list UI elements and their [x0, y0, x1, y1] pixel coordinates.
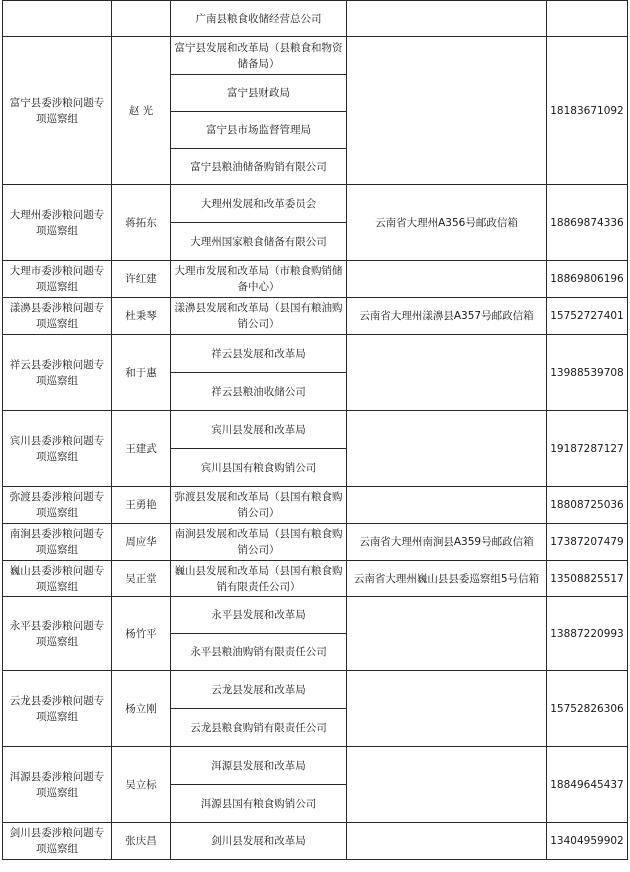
table-row: [3, 335, 628, 373]
phone-cell: 18849645437: [547, 747, 628, 823]
mailbox-cell: 云南省大理州巍山县县委巡察组5号信箱: [347, 561, 547, 597]
table-row: [3, 487, 628, 524]
group-name-cell: 祥云县委涉粮问题专项巡察组: [3, 335, 112, 411]
mailbox-cell: 云南省大理州南涧县A359号邮政信箱: [347, 524, 547, 561]
unit-cell: 大理市发展和改革局（市粮食购销储备中心）: [171, 261, 347, 298]
unit-cell: 祥云县粮油收储公司: [171, 373, 347, 411]
mailbox-cell: [347, 1, 547, 37]
phone-cell: 13988539708: [547, 335, 628, 411]
table-row: [3, 298, 628, 335]
unit-cell: 南涧县发展和改革局（县国有粮食购销公司）: [171, 524, 347, 561]
phone-cell: 18183671092: [547, 37, 628, 185]
mailbox-cell: [347, 411, 547, 487]
table-body: [3, 1, 628, 860]
group-name-cell: 大理州委涉粮问题专项巡察组: [3, 185, 112, 261]
group-name-cell: 富宁县委涉粮问题专项巡察组: [3, 37, 112, 185]
unit-cell: 大理州发展和改革委员会: [171, 185, 347, 223]
table-wrapper: [2, 0, 628, 860]
unit-cell: 云龙县粮食购销有限责任公司: [171, 709, 347, 747]
mailbox-cell: 云南省大理州漾濞县A357号邮政信箱: [347, 298, 547, 335]
group-name-cell: 漾濞县委涉粮问题专项巡察组: [3, 298, 112, 335]
group-name-cell: 剑川县委涉粮问题专项巡察组: [3, 823, 112, 860]
group-name-cell: 弥渡县委涉粮问题专项巡察组: [3, 487, 112, 524]
phone-cell: 15752727401: [547, 298, 628, 335]
phone-cell: 17387207479: [547, 524, 628, 561]
unit-cell: 富宁县粮油储备购销有限公司: [171, 149, 347, 185]
table-row: [3, 561, 628, 597]
unit-cell: 宾川县发展和改革局: [171, 411, 347, 449]
leader-cell: 杜秉琴: [112, 298, 171, 335]
leader-cell: 王建武: [112, 411, 171, 487]
phone-cell: 18869874336: [547, 185, 628, 261]
table-row: [3, 1, 628, 37]
leader-cell: 许红建: [112, 261, 171, 298]
unit-cell: 洱源县发展和改革局: [171, 747, 347, 785]
unit-cell: 永平县发展和改革局: [171, 597, 347, 634]
group-name-cell: 宾川县委涉粮问题专项巡察组: [3, 411, 112, 487]
unit-cell: 广南县粮食收储经营总公司: [171, 1, 347, 37]
table-row: [3, 823, 628, 860]
table-row: [3, 261, 628, 298]
table-row: [3, 597, 628, 634]
leader-cell: 吴立标: [112, 747, 171, 823]
unit-cell: 祥云县发展和改革局: [171, 335, 347, 373]
leader-cell: 杨立刚: [112, 671, 171, 747]
unit-cell: 富宁县市场监督管理局: [171, 112, 347, 149]
phone-cell: 18808725036: [547, 487, 628, 524]
leader-cell: 蒋拓东: [112, 185, 171, 261]
unit-cell: 巍山县发展和改革局（县国有粮食购销有限责任公司）: [171, 561, 347, 597]
mailbox-cell: 云南省大理州A356号邮政信箱: [347, 185, 547, 261]
leader-cell: 和于惠: [112, 335, 171, 411]
unit-cell: 富宁县发展和改革局（县粮食和物资储备局）: [171, 37, 347, 75]
group-name-cell: [3, 1, 112, 37]
table-row: [3, 524, 628, 561]
leader-cell: 王勇艳: [112, 487, 171, 524]
phone-cell: [547, 1, 628, 37]
phone-cell: 19187287127: [547, 411, 628, 487]
leader-cell: [112, 1, 171, 37]
leader-cell: 吴正堂: [112, 561, 171, 597]
unit-cell: 云龙县发展和改革局: [171, 671, 347, 709]
mailbox-cell: [347, 37, 547, 185]
phone-cell: 15752826306: [547, 671, 628, 747]
unit-cell: 弥渡县发展和改革局（县国有粮食购销公司）: [171, 487, 347, 524]
phone-cell: 13887220993: [547, 597, 628, 671]
unit-cell: 洱源县国有粮食购销公司: [171, 785, 347, 823]
leader-cell: 张庆昌: [112, 823, 171, 860]
table-row: [3, 671, 628, 709]
phone-cell: 13508825517: [547, 561, 628, 597]
unit-cell: 大理州国家粮食储备有限公司: [171, 223, 347, 261]
leader-cell: 周应华: [112, 524, 171, 561]
leader-cell: 杨竹平: [112, 597, 171, 671]
mailbox-cell: [347, 487, 547, 524]
group-name-cell: 巍山县委涉粮问题专项巡察组: [3, 561, 112, 597]
inspection-groups-table: [2, 0, 628, 860]
group-name-cell: 南涧县委涉粮问题专项巡察组: [3, 524, 112, 561]
unit-cell: 永平县粮油购销有限责任公司: [171, 634, 347, 671]
table-row: [3, 747, 628, 785]
group-name-cell: 大理市委涉粮问题专项巡察组: [3, 261, 112, 298]
table-row: [3, 185, 628, 223]
mailbox-cell: [347, 823, 547, 860]
mailbox-cell: [347, 597, 547, 671]
mailbox-cell: [347, 261, 547, 298]
mailbox-cell: [347, 671, 547, 747]
unit-cell: 剑川县发展和改革局: [171, 823, 347, 860]
phone-cell: 18869806196: [547, 261, 628, 298]
group-name-cell: 洱源县委涉粮问题专项巡察组: [3, 747, 112, 823]
group-name-cell: 云龙县委涉粮问题专项巡察组: [3, 671, 112, 747]
mailbox-cell: [347, 747, 547, 823]
table-row: [3, 37, 628, 75]
mailbox-cell: [347, 335, 547, 411]
unit-cell: 宾川县国有粮食购销公司: [171, 449, 347, 487]
unit-cell: 漾濞县发展和改革局（县国有粮油购销公司）: [171, 298, 347, 335]
table-row: [3, 411, 628, 449]
leader-cell: 赵 光: [112, 37, 171, 185]
group-name-cell: 永平县委涉粮问题专项巡察组: [3, 597, 112, 671]
unit-cell: 富宁县财政局: [171, 75, 347, 112]
phone-cell: 13404959902: [547, 823, 628, 860]
